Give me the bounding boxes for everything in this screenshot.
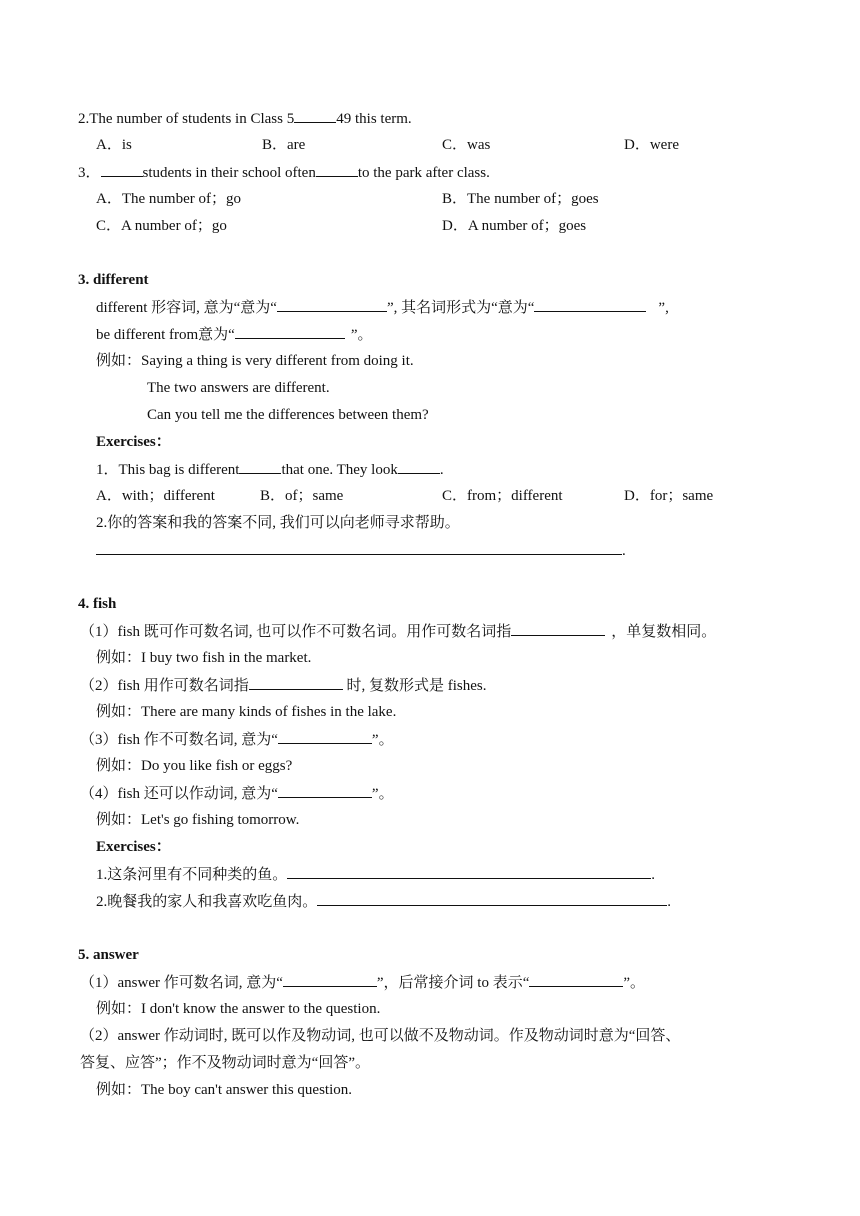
answer-blank[interactable] bbox=[317, 892, 667, 906]
answer-blank[interactable] bbox=[283, 973, 377, 987]
sentence-end: . bbox=[622, 543, 626, 559]
exercises-heading: Exercises： bbox=[96, 434, 171, 450]
fish-point-3 bbox=[80, 730, 394, 749]
different-definition-line2 bbox=[96, 325, 373, 344]
different-option-a[interactable]: A．with；different bbox=[96, 488, 215, 504]
example-line: 例如：I buy two fish in the market. bbox=[96, 650, 312, 666]
point-text: （3）fish 作不可数名词, 意为“ bbox=[80, 732, 278, 748]
example-line: 例如：Do you like fish or eggs? bbox=[96, 758, 293, 774]
q2-option-d[interactable]: D．were bbox=[624, 137, 679, 153]
example-line: 例如：I don't know the answer to the question. bbox=[96, 1001, 381, 1017]
fish-point-2 bbox=[80, 676, 487, 695]
fish-exercise-1 bbox=[96, 865, 655, 884]
answer-blank[interactable] bbox=[278, 730, 372, 744]
fish-exercise-2 bbox=[96, 892, 671, 911]
point-text: ”。 bbox=[371, 732, 394, 748]
example-sentence: The two answers are different. bbox=[147, 380, 330, 396]
q3-option-b[interactable]: B．The number of；goes bbox=[442, 191, 599, 207]
q3-option-d[interactable]: D．A number of；goes bbox=[442, 218, 587, 234]
answer-point-2-cont: 答复、应答”；作不及物动词时意为“回答”。 bbox=[80, 1055, 370, 1071]
q3-number: 3． bbox=[78, 165, 101, 181]
q2-stem-text: 2.The number of students in Class 5 bbox=[78, 111, 295, 127]
point-text: ”，后常接介词 to 表示“ bbox=[376, 975, 530, 991]
answer-blank[interactable] bbox=[534, 298, 646, 312]
q2-option-c[interactable]: C．was bbox=[442, 137, 491, 153]
example-line bbox=[96, 352, 414, 370]
example-sentence: Can you tell me the differences between them? bbox=[147, 407, 429, 423]
answer-blank[interactable] bbox=[277, 298, 387, 312]
different-option-b[interactable]: B．of；same bbox=[260, 488, 344, 504]
example-line: 例如：Let's go fishing tomorrow. bbox=[96, 812, 300, 828]
example-line: 例如：The boy can't answer this question. bbox=[96, 1082, 352, 1098]
fish-point-4 bbox=[80, 784, 394, 803]
answer-blank[interactable] bbox=[529, 973, 623, 987]
exercises-heading: Exercises： bbox=[96, 839, 171, 855]
definition-text: ”, 其名词形式为“意为“ bbox=[386, 300, 535, 316]
exercise-text: that one. They look bbox=[281, 462, 398, 478]
different-option-d[interactable]: D．for；same bbox=[624, 488, 714, 504]
translation-answer-line bbox=[96, 541, 626, 560]
different-exercise-1 bbox=[96, 460, 444, 479]
point-text: （2）fish 用作可数名词指 bbox=[80, 678, 249, 694]
answer-blank[interactable] bbox=[239, 460, 281, 474]
point-text: （4）fish 还可以作动词, 意为“ bbox=[80, 786, 278, 802]
sentence-end: . bbox=[667, 894, 672, 910]
answer-blank[interactable] bbox=[511, 622, 605, 636]
example-sentence: Saying a thing is very different from doing it. bbox=[141, 353, 414, 369]
definition-text: ”。 bbox=[350, 327, 373, 343]
answer-blank[interactable] bbox=[96, 541, 622, 555]
answer-blank[interactable] bbox=[278, 784, 372, 798]
answer-blank[interactable] bbox=[101, 163, 143, 177]
answer-blank[interactable] bbox=[287, 865, 651, 879]
q3-stem-text-end: to the park after class. bbox=[357, 165, 490, 181]
q2-stem bbox=[78, 109, 412, 128]
answer-blank[interactable] bbox=[316, 163, 358, 177]
q2-option-b[interactable]: B．are bbox=[262, 137, 306, 153]
exercise-text: 1.这条河里有不同种类的鱼。 bbox=[96, 867, 288, 883]
different-definition-line1 bbox=[96, 298, 669, 317]
section-heading-fish: 4. fish bbox=[78, 596, 117, 612]
fish-point-1 bbox=[80, 622, 716, 641]
answer-blank[interactable] bbox=[294, 109, 336, 123]
point-text: （1）answer 作可数名词, 意为“ bbox=[80, 975, 283, 991]
section-heading-answer: 5. answer bbox=[78, 947, 139, 963]
exercise-text: 2.晚餐我的家人和我喜欢吃鱼肉。 bbox=[96, 894, 318, 910]
point-text: （1）fish 既可作可数名词, 也可以作不可数名词。用作可数名词指 bbox=[80, 624, 512, 640]
definition-text: ”, bbox=[658, 300, 669, 316]
q3-stem bbox=[78, 163, 490, 182]
point-text: 时, 复数形式是 fishes. bbox=[342, 678, 487, 694]
point-text: ，单复数相同。 bbox=[611, 624, 717, 640]
q2-option-a[interactable]: A．is bbox=[96, 137, 132, 153]
q2-stem-text-end: 49 this term. bbox=[336, 111, 412, 127]
q3-option-a[interactable]: A．The number of；go bbox=[96, 191, 241, 207]
definition-text: different 形容词, 意为“意为“ bbox=[96, 300, 277, 316]
point-text: ”。 bbox=[371, 786, 394, 802]
sentence-end: . bbox=[651, 867, 656, 883]
answer-blank[interactable] bbox=[249, 676, 343, 690]
example-line: 例如：There are many kinds of fishes in the lake. bbox=[96, 704, 397, 720]
answer-blank[interactable] bbox=[398, 460, 440, 474]
section-heading-different: 3. different bbox=[78, 272, 149, 288]
q3-option-c[interactable]: C．A number of；go bbox=[96, 218, 227, 234]
different-exercise-2: 2.你的答案和我的答案不同, 我们可以向老师寻求帮助。 bbox=[96, 515, 460, 531]
q3-stem-text: students in their school often bbox=[142, 165, 316, 181]
exercise-text: 1．This bag is different bbox=[96, 462, 240, 478]
point-text: ”。 bbox=[623, 975, 646, 991]
answer-blank[interactable] bbox=[235, 325, 345, 339]
definition-text: be different from意为“ bbox=[96, 327, 235, 343]
answer-point-2: （2）answer 作动词时, 既可以作及物动词, 也可以做不及物动词。作及物动词时意为“回答、 bbox=[80, 1028, 681, 1044]
example-label: 例如： bbox=[96, 353, 142, 369]
exercise-text: . bbox=[439, 462, 444, 478]
answer-point-1 bbox=[80, 973, 645, 992]
different-option-c[interactable]: C．from；different bbox=[442, 488, 563, 504]
